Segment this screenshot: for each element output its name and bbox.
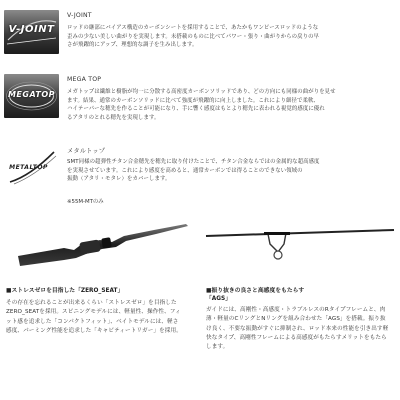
feature-body-megatop: メガトップは繊維と樹脂が均一に分散する高密度カーボンソリッドであり、どの方向にも同様の曲がりを見せ ます。結果、通常のカーボンソリッドに比べて強度が飛躍的に向上しました。これにより細径で柔軟、 ハイテーパーな穂先を作ることが可能になり、手に響く感度はもとより穂先に表われる視覚的感度に優れ るアタリのとれる穂先を実現します。: [67, 89, 336, 121]
feature-body-v-joint: ロッドの継部にバイアス構造のカーボンシートを採用することで、あたかもワンピースロッドのような 歪みの少ない美しい曲がりを実現します。未搭載のものに比べてパワー・張り・曲がりからの戻りの早 さが飛躍的にアップ、理想的な調子を生み出します。: [67, 25, 320, 49]
feature-note: ※55M-MTのみ: [67, 199, 104, 205]
feature-title-megatop: MEGA TOP: [67, 76, 102, 83]
zero-seat-heading: ■ストレスゼロを目指した「ZERO_SEAT」: [6, 288, 124, 294]
ags-heading: ■振り抜きの良さと高感度をもたらす 「AGS」: [206, 288, 305, 302]
zero-seat-body: その存在を忘れることが出来るくらい「ストレスゼロ」を目指したZERO_SEATを採用。スピニングモデルには、軽量性、操作性、フィット感を追求した「コンパクトフィット」、ベイトモデルには、軽さ感度、パーミング性能を追求した「キャビティートリガー」を採用。: [6, 300, 182, 334]
v-joint-logo: [4, 10, 59, 54]
feature-title-v-joint: V-JOINT: [67, 12, 92, 19]
megatop-logo-text: MEGATOP: [7, 90, 56, 99]
feature-body-metaltop: SMT同様の超弾性チタン合金穂先を穂先に取り付けたことで、チタン合金ならではの金属的な超高感度 を実現させています。これにより感度を高めると、通常カーボンでは得ることのできない領域の 振動（アタリ・モタレ）をカバーします。: [67, 159, 320, 183]
megatop-logo: [4, 74, 59, 118]
reel-seat-image: [4, 214, 196, 280]
metaltop-logo: [4, 146, 59, 190]
v-joint-logo-text: V-JOINT: [8, 24, 55, 35]
ags-body: ガイドには、高剛性・高感度・トラブルレスのRタイプフレームと、肉薄・軽量のCリングとNリングを組み合わせた「AGS」を搭載。振り抜け良く、不要な振動がすぐに抑制され、ロッド本来の性能を引き出す軽快なタイプ、高剛性フレームによる高感度がもたらすメリットをもたらします。: [206, 307, 389, 351]
metaltop-logo-text: METALTOP: [9, 164, 48, 171]
feature-title-metaltop: メタルトップ: [67, 148, 106, 155]
guide-image: [204, 214, 396, 280]
